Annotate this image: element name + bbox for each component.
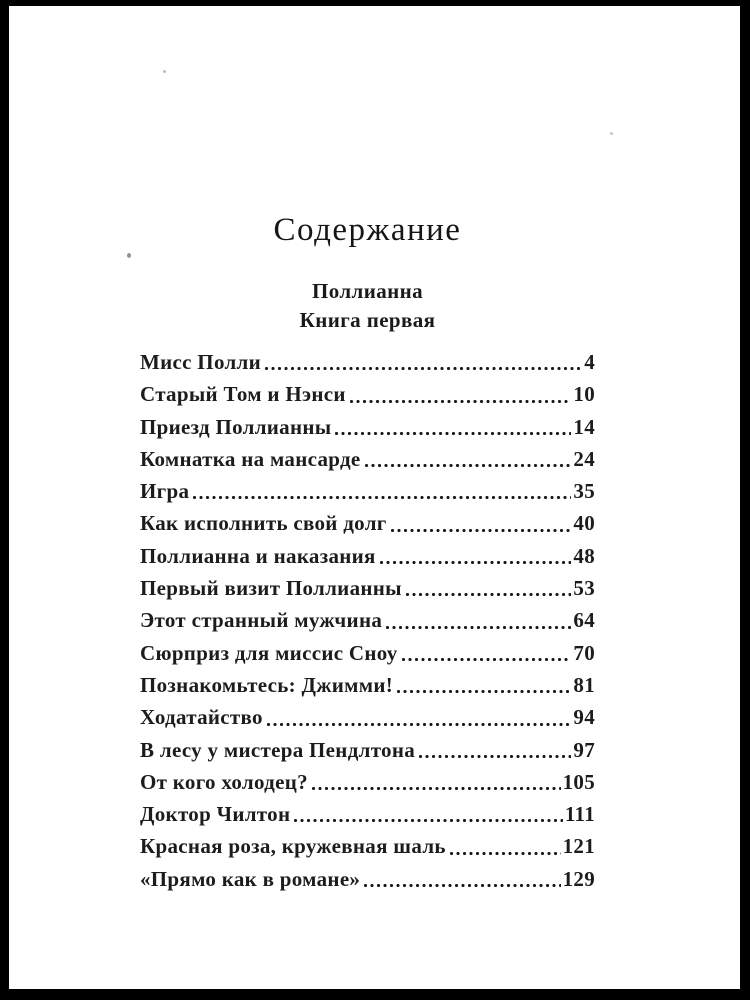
dot-leader: [294, 798, 563, 830]
dot-leader: [397, 669, 571, 701]
dot-leader: [402, 637, 572, 669]
scan-speck: [610, 132, 613, 135]
toc-entry: [140, 346, 595, 378]
toc-entry-title: Ходатайство: [140, 705, 263, 730]
toc-entry-title: Красная роза, кружевная шаль: [140, 834, 446, 859]
dot-leader: [312, 766, 561, 798]
toc-entry-page-number: 40: [573, 511, 595, 536]
toc-entry: [140, 604, 595, 636]
toc-entry-page-number: 35: [573, 479, 595, 504]
toc-entry: [140, 540, 595, 572]
dot-leader: [193, 475, 571, 507]
toc-entry-title: Сюрприз для миссис Сноу: [140, 640, 398, 665]
toc-entry: [140, 734, 595, 766]
toc-entry-page-number: 111: [564, 802, 595, 827]
toc-entry: [140, 701, 595, 733]
toc-entry-page-number: 94: [573, 705, 595, 730]
book-part: Книга первая: [299, 308, 436, 332]
toc-entry: [140, 863, 595, 895]
toc-entry-title: Познакомьтесь: Джимми!: [140, 672, 394, 697]
dot-leader: [406, 572, 572, 604]
toc-entry-title: Мисс Полли: [140, 350, 262, 374]
toc-entry-page-number: 14: [573, 414, 595, 439]
toc-entry: [140, 411, 595, 443]
toc-entry: [140, 507, 595, 539]
toc-entry-title: Доктор Чилтон: [140, 802, 291, 827]
dot-leader: [267, 701, 572, 733]
toc-entry-title: «Прямо как в романе»: [140, 866, 361, 891]
toc-entry: [140, 766, 595, 798]
dot-leader: [364, 863, 560, 895]
dot-leader: [450, 830, 561, 862]
book-title: Поллианна: [311, 279, 424, 303]
toc-entry-page-number: 81: [573, 672, 595, 697]
toc-entry-title: Игра: [140, 479, 190, 504]
toc-entry-page-number: 64: [573, 608, 595, 633]
scan-speck: [127, 253, 131, 258]
toc-entry: [140, 475, 595, 507]
toc-entry: [140, 830, 595, 862]
toc-entry-title: От кого холодец?: [140, 769, 308, 794]
toc-entry: [140, 378, 595, 410]
toc-entry-title: Приезд Поллианны: [140, 414, 332, 439]
toc-entry-title: Этот странный мужчина: [140, 608, 383, 633]
toc-entry-title: Комнатка на мансарде: [140, 446, 361, 471]
dot-leader: [419, 734, 571, 766]
toc-entry: [140, 443, 595, 475]
toc-entry-title: Как исполнить свой долг: [140, 511, 387, 536]
toc-list: [140, 346, 595, 895]
toc-entry-title: Поллианна и наказания: [140, 543, 376, 568]
toc-entry-page-number: 24: [573, 446, 595, 471]
dot-leader: [350, 378, 572, 410]
toc-entry-page-number: 53: [573, 576, 595, 601]
toc-entry-title: Старый Том и Нэнси: [140, 382, 346, 407]
toc-entry-page-number: 70: [573, 640, 595, 665]
toc-entry-page-number: 10: [573, 382, 595, 407]
toc-entry: [140, 798, 595, 830]
toc-entry-title: Первый визит Поллианны: [140, 576, 402, 601]
toc-entry-title: В лесу у мистера Пендлтона: [140, 737, 416, 762]
dot-leader: [391, 507, 572, 539]
dot-leader: [335, 411, 571, 443]
toc-entry-page-number: 97: [573, 737, 595, 762]
page-title: Содержание: [273, 212, 462, 248]
toc-entry-page-number: 48: [573, 543, 595, 568]
page-content: [140, 6, 595, 989]
toc-entry: [140, 572, 595, 604]
dot-leader: [386, 604, 571, 636]
book-heading: [140, 277, 595, 335]
toc-entry-page-number: 4: [584, 350, 595, 374]
toc-entry-page-number: 121: [562, 834, 595, 859]
toc-entry: [140, 669, 595, 701]
dot-leader: [365, 443, 572, 475]
toc-entry-page-number: 105: [562, 769, 595, 794]
toc-entry-page-number: 129: [562, 866, 595, 891]
toc-entry: [140, 637, 595, 669]
dot-leader: [380, 540, 572, 572]
dot-leader: [265, 346, 582, 378]
